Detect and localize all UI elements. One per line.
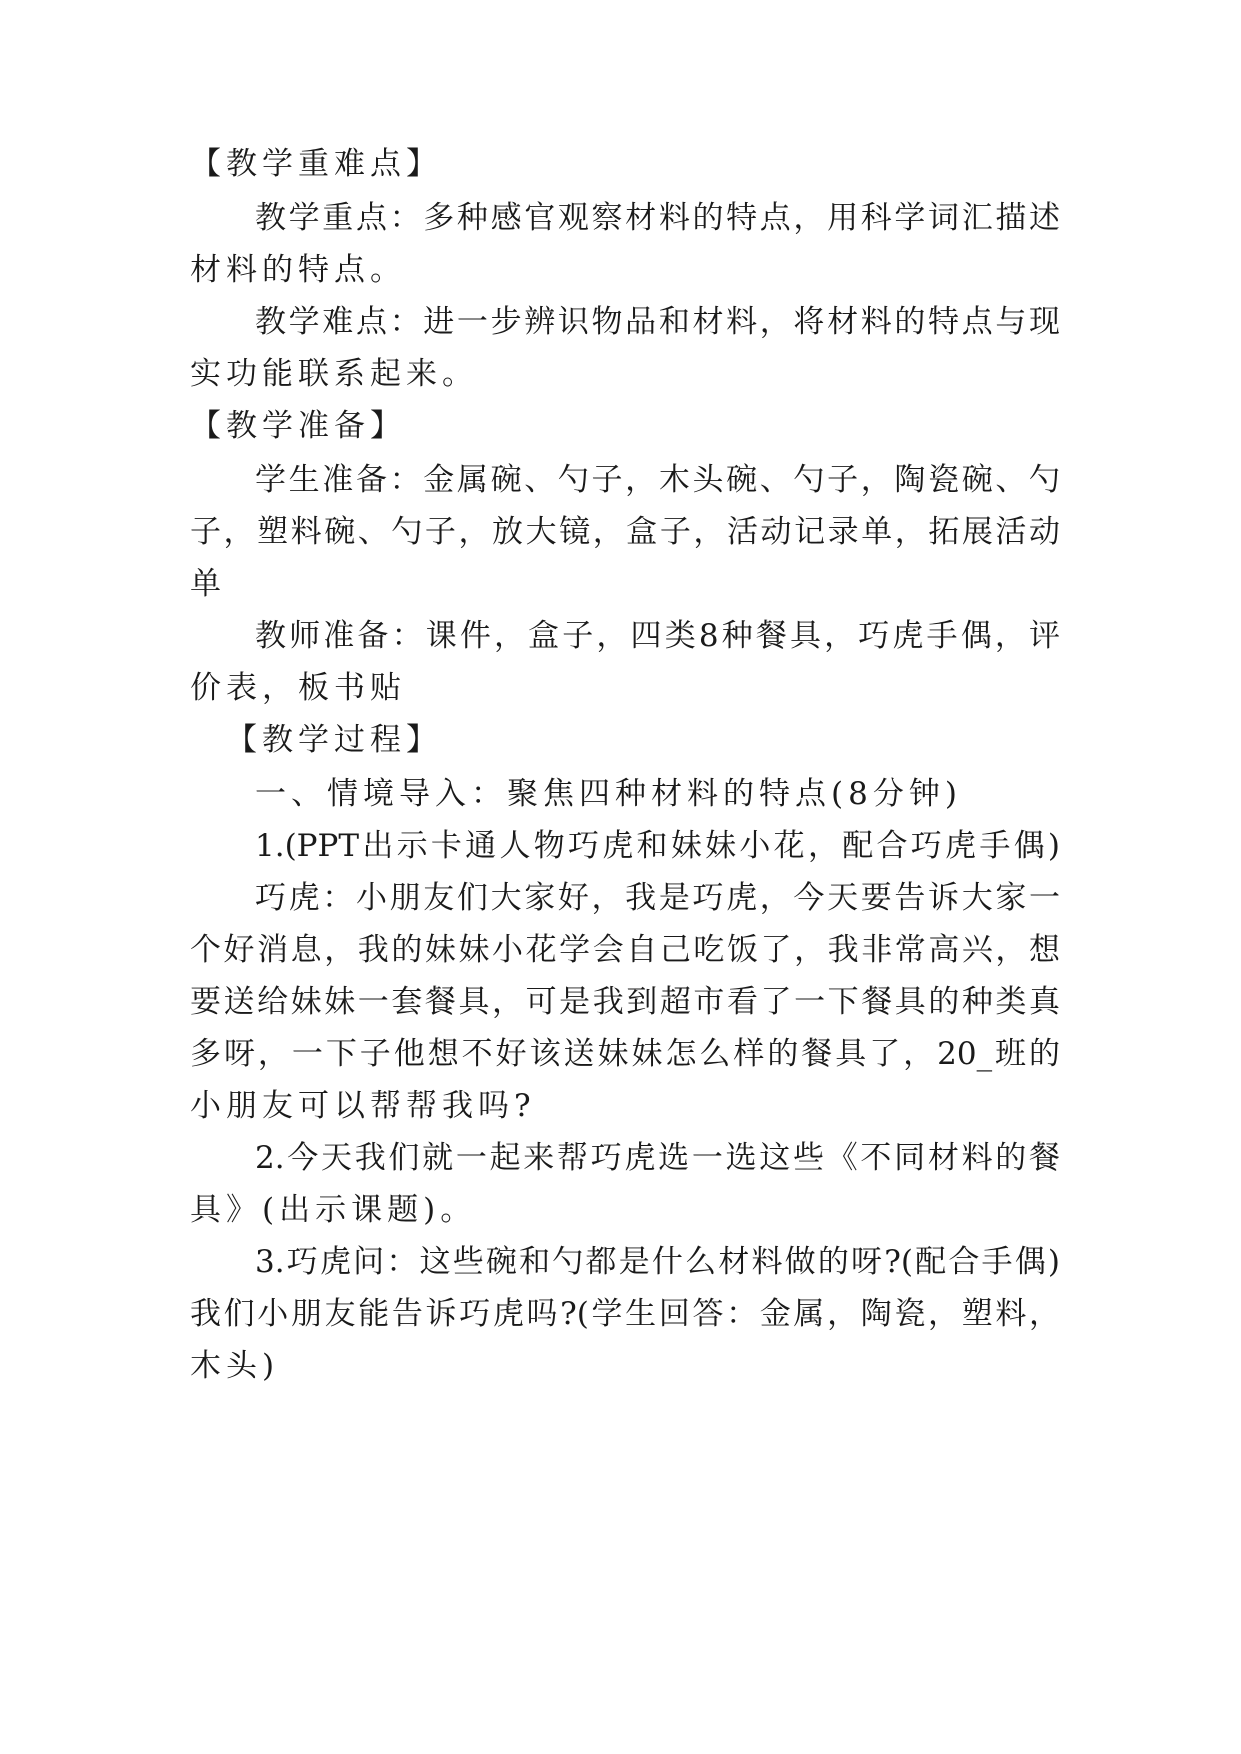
paragraph-line: 教师准备：课件，盒子，四类8种餐具，巧虎手偶，评 <box>255 618 1060 654</box>
paragraph-line: 教学重点：多种感官观察材料的特点，用科学词汇描述 <box>255 200 1060 236</box>
paragraph-line: 要送给妹妹一套餐具，可是我到超市看了一下餐具的种类真 <box>190 984 1060 1020</box>
paragraph-line: 个好消息，我的妹妹小花学会自己吃饭了，我非常高兴，想 <box>190 932 1060 968</box>
paragraph-line: 教学难点：进一步辨识物品和材料，将材料的特点与现 <box>255 304 1060 340</box>
paragraph-line: 小朋友可以帮帮我吗? <box>190 1088 536 1124</box>
paragraph-line: 3.巧虎问：这些碗和勺都是什么材料做的呀?(配合手偶) <box>255 1244 1060 1280</box>
paragraph-line: 巧虎：小朋友们大家好，我是巧虎，今天要告诉大家一 <box>255 880 1060 916</box>
paragraph-line: 一、情境导入：聚焦四种材料的特点(8分钟) <box>255 776 962 812</box>
paragraph-line: 1.(PPT出示卡通人物巧虎和妹妹小花，配合巧虎手偶) <box>255 828 1060 864</box>
paragraph-line: 木头) <box>190 1348 280 1384</box>
section-heading-preparation: 【教学准备】 <box>190 408 406 444</box>
paragraph-line: 实功能联系起来。 <box>190 356 478 392</box>
paragraph-line: 价表，板书贴 <box>190 670 406 706</box>
paragraph-line: 单 <box>190 566 226 602</box>
paragraph-line: 子，塑料碗、勺子，放大镜，盒子，活动记录单，拓展活动 <box>190 514 1060 550</box>
section-heading-process: 【教学过程】 <box>226 722 442 758</box>
paragraph-line: 学生准备：金属碗、勺子，木头碗、勺子，陶瓷碗、勺 <box>255 462 1060 498</box>
paragraph-line: 多呀，一下子他想不好该送妹妹怎么样的餐具了，20_班的 <box>190 1036 1060 1072</box>
paragraph-line: 我们小朋友能告诉巧虎吗?(学生回答：金属，陶瓷，塑料， <box>190 1296 1060 1332</box>
paragraph-line: 具》(出示课题)。 <box>190 1192 477 1228</box>
section-heading-key-points: 【教学重难点】 <box>190 146 442 182</box>
paragraph-line: 2.今天我们就一起来帮巧虎选一选这些《不同材料的餐 <box>255 1140 1060 1176</box>
paragraph-line: 材料的特点。 <box>190 252 406 288</box>
